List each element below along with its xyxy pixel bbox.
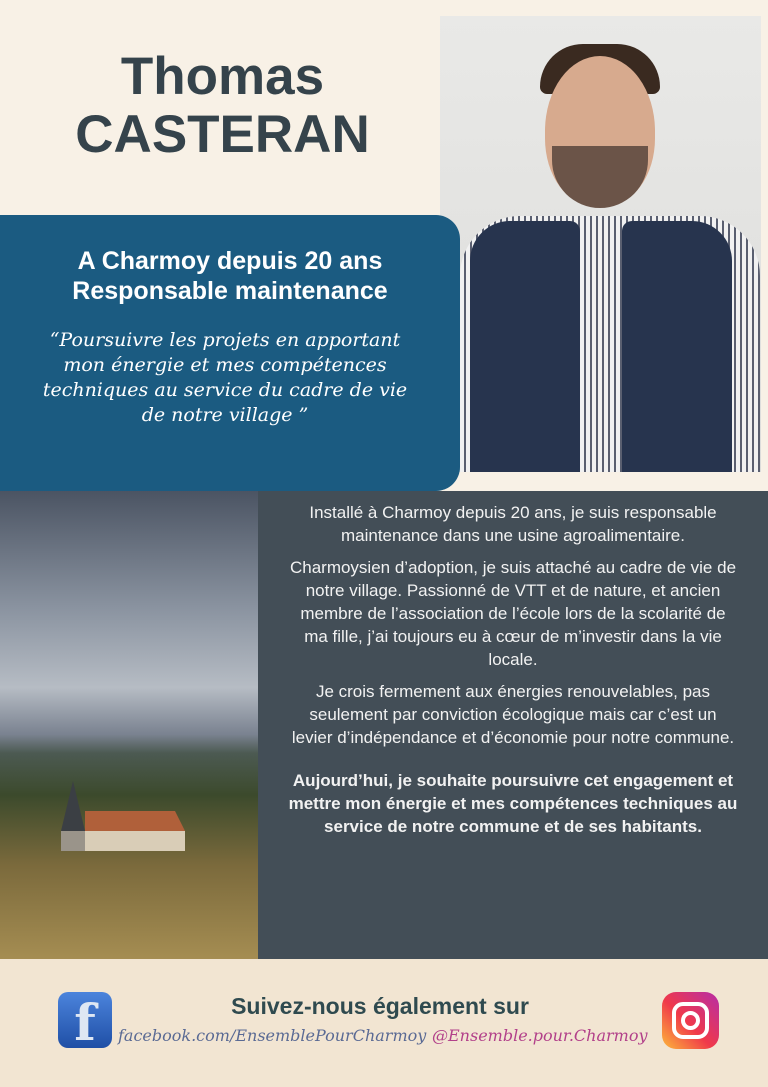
residence-line: A Charmoy depuis 20 ans bbox=[77, 247, 383, 275]
bio-paragraph: Installé à Charmoy depuis 20 ans, je suis responsable maintenance dans une usine agroalimentaire. bbox=[309, 503, 717, 545]
landscape-photo bbox=[0, 491, 258, 959]
instagram-link[interactable]: @Ensemble.pour.Charmoy bbox=[432, 1026, 648, 1045]
instagram-lens bbox=[681, 1011, 700, 1030]
follow-heading: Suivez-nous également sur bbox=[231, 993, 529, 1019]
vest-left bbox=[470, 221, 580, 472]
instagram-icon[interactable] bbox=[662, 992, 719, 1049]
bio-closing: Aujourd’hui, je souhaite poursuivre cet engagement et mettre mon énergie et mes compétences techniques au service de notre commune et de ses habitants. bbox=[288, 771, 738, 836]
quote: “Poursuivre les projets en apportant mon énergie et mes compétences techniques au service du cadre de vie de notre village ” bbox=[42, 329, 408, 426]
facebook-link[interactable]: facebook.com/EnsemblePourCharmoy bbox=[118, 1026, 427, 1045]
church-illustration bbox=[55, 781, 185, 851]
job-line: Responsable maintenance bbox=[72, 277, 388, 305]
candidate-portrait bbox=[440, 16, 761, 472]
bio-paragraph: Je crois fermement aux énergies renouvelables, pas seulement par conviction écologique mais car c’est un levier d’indépendance et d’économie pour notre commune. bbox=[291, 682, 735, 747]
bio-panel bbox=[258, 491, 768, 959]
facebook-icon[interactable]: f bbox=[58, 992, 112, 1048]
vest-right bbox=[622, 221, 732, 472]
footer bbox=[0, 959, 768, 1087]
bio-paragraph: Charmoysien d’adoption, je suis attaché au cadre de vie de notre village. Passionné de VTT et de nature, et ancien membre de l’association de l’école lors de la scolarité de ma fille, j’ai toujours eu à cœur de m’investir dans la vie locale. bbox=[289, 558, 737, 669]
intro-box bbox=[0, 215, 460, 491]
last-name: CASTERAN bbox=[75, 105, 370, 164]
first-name: Thomas bbox=[120, 47, 325, 106]
candidate-name bbox=[0, 48, 445, 164]
beard bbox=[552, 146, 648, 208]
